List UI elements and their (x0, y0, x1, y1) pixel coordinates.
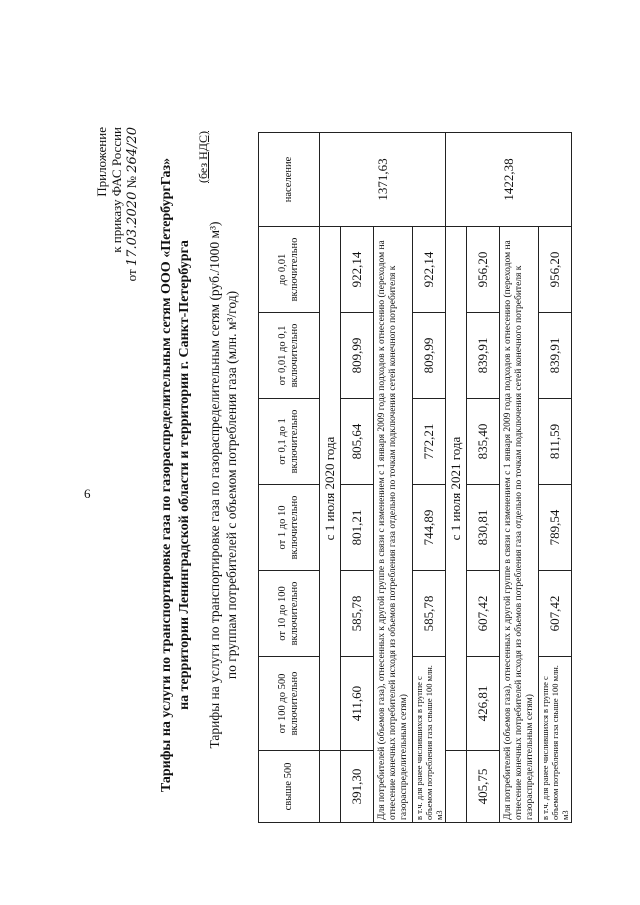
table-cell: 585,78 (341, 571, 374, 657)
period-label: с 1 июля 2021 года (446, 227, 467, 751)
reclassification-note: Для потребителей (объемов газа), отнесенных к другой группе в связи с изменением с 1 января 2009 года подходов к отнесению (переходом на отнесение конечных потребителей исходя из объемов потребления газа отдельно по точкам подключения сетей конечного потребителя к газораспределительным сетям) (374, 227, 413, 823)
table-cell: 811,59 (539, 399, 572, 485)
table-cell: 835,40 (467, 399, 500, 485)
appendix-date: 17.03.2020 (125, 191, 140, 267)
table-cell: 607,42 (467, 571, 500, 657)
appendix-line-2: к приказу ФАС России (109, 127, 124, 253)
table-cell: 405,75 (467, 751, 500, 823)
table-cell: 956,20 (467, 227, 500, 313)
header-cell: от 0,01 до 0,1 включительно (259, 313, 320, 399)
period-row (446, 133, 467, 823)
page-number: 6 (84, 486, 91, 501)
table-cell: 922,14 (413, 227, 446, 313)
vat-note: (без НДС) (196, 131, 210, 184)
header-row (259, 133, 320, 823)
reclassification-note: Для потребителей (объемов газа), отнесенных к другой группе в связи с изменением с 1 января 2009 года подходов к отнесению (переходом на отнесение конечных потребителей исходя из объемов потребления газа отдельно по точкам подключения сетей конечного потребителя к газораспределительным сетям) (500, 227, 539, 823)
sub-row-label: в т.ч. для ранее числившихся в группе с объемом потребления газа свыше 100 млн. м3 (413, 657, 446, 823)
table-row (413, 133, 446, 823)
table-caption (206, 175, 240, 795)
population-value: 1371,63 (320, 133, 446, 227)
table-cell: 744,89 (413, 485, 446, 571)
table-cell: 391,30 (341, 751, 374, 823)
table-cell: 411,60 (341, 657, 374, 751)
population-value: 1422,38 (446, 133, 572, 227)
appendix-line-3 (124, 127, 140, 281)
appendix-number-prefix: № (124, 176, 139, 189)
header-cell: от 1 до 10 включительно (259, 485, 320, 571)
appendix-number: 264/20 (125, 127, 140, 173)
table-row (341, 133, 374, 823)
table-cell: 772,21 (413, 399, 446, 485)
table-cell: 839,91 (467, 313, 500, 399)
table-cell: 607,42 (539, 571, 572, 657)
table-row (539, 133, 572, 823)
table-cell: 789,54 (539, 485, 572, 571)
header-cell: от 100 до 500 включительно (259, 657, 320, 751)
header-cell: до 0,01 включительно (259, 227, 320, 313)
table-cell: 956,20 (539, 227, 572, 313)
table-cell: 585,78 (413, 571, 446, 657)
table-cell: 830,81 (467, 485, 500, 571)
note-row (500, 133, 539, 823)
tariff-table (258, 132, 572, 823)
table-caption-line-2: по группам потребителей с объемом потребления газа (млн. м³/год) (224, 290, 239, 680)
header-cell: население (259, 133, 320, 227)
title-line-2: на территории Ленинградской области и территории г. Санкт-Петербурга (177, 240, 192, 710)
table-cell: 426,81 (467, 657, 500, 751)
table-cell: 839,91 (539, 313, 572, 399)
appendix-line-1: Приложение (94, 127, 109, 197)
table-cell: 922,14 (341, 227, 374, 313)
header-cell: от 10 до 100 включительно (259, 571, 320, 657)
appendix-block (94, 127, 140, 281)
period-label: с 1 июля 2020 года (320, 227, 341, 751)
table-row (467, 133, 500, 823)
header-cell: от 0,1 до 1 включительно (259, 399, 320, 485)
title-line-1: Тарифы на услуги по транспортировке газа по газораспределительным сетям ООО «ПетербургГаз» (159, 157, 174, 793)
document-title (158, 115, 194, 835)
table-cell: 809,99 (341, 313, 374, 399)
period-row (320, 133, 341, 823)
sub-row-label: в т.ч. для ранее числившихся в группе с объемом потребления газа свыше 100 млн. м3 (539, 657, 572, 823)
header-cell: свыше 500 (259, 751, 320, 823)
table-cell: 809,99 (413, 313, 446, 399)
table-cell: 805,64 (341, 399, 374, 485)
table-caption-line-1: Тарифы на услуги по транспортировке газа по газораспределительным сетям (руб./1000 м³) (207, 221, 222, 749)
note-row (374, 133, 413, 823)
rotated-page-content (94, 115, 640, 835)
appendix-date-prefix: от (124, 269, 139, 282)
table-cell: 801,21 (341, 485, 374, 571)
